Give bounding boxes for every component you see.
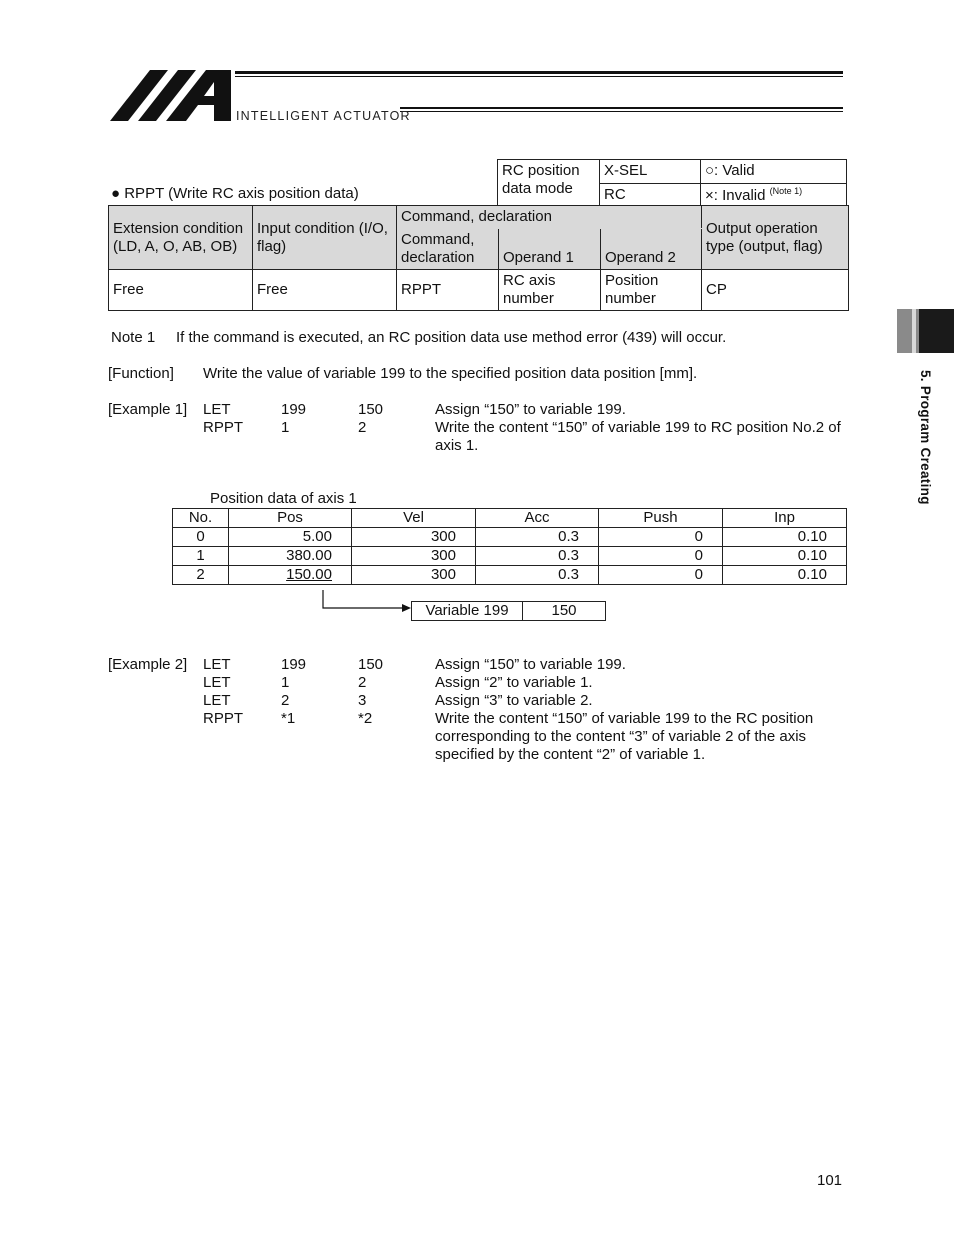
note1-text: If the command is executed, an RC position data use method error (439) will occur. <box>176 329 727 346</box>
header-operand-2: Operand 2 <box>601 229 702 270</box>
header-operand-1: Operand 1 <box>499 229 601 270</box>
ex2-line4-op2: *2 <box>358 710 373 727</box>
ex2-line4-op1: *1 <box>281 710 296 727</box>
pos-header-inp: Inp <box>723 509 847 528</box>
pos-cell-vel: 300 <box>352 547 476 566</box>
cell-extension: Free <box>109 270 253 311</box>
header-input-condition: Input condition (I/O, flag) <box>253 206 397 270</box>
ex1-line1-op2: 150 <box>358 401 384 418</box>
mode-status-invalid-cell <box>701 184 847 208</box>
chapter-label: 5. Program Creating <box>918 370 933 505</box>
command-title: ● RPPT (Write RC axis position data) <box>111 185 359 202</box>
pos-cell-no: 1 <box>173 547 229 566</box>
pos-cell-pos: 380.00 <box>229 547 352 566</box>
cell-input: Free <box>253 270 397 311</box>
ex2-line1-cmd: LET <box>203 656 231 673</box>
pos-cell-push: 0 <box>599 528 723 547</box>
ex2-line4-desc: Write the content “150” of variable 199 to the RC position corresponding to the content “3” of variable 2 of the axis specified by the content “2” of variable 1. <box>435 710 814 763</box>
pos-cell-push: 0 <box>599 547 723 566</box>
pos-value-updated: 150.00 <box>286 566 332 583</box>
cell-operand-2: Position number <box>601 270 702 311</box>
pos-cell-push: 0 <box>599 566 723 585</box>
pos-cell-inp: 0.10 <box>723 547 847 566</box>
position-data-table <box>172 508 847 585</box>
brand-name: INTELLIGENT ACTUATOR <box>236 109 411 123</box>
pos-cell-pos-highlight <box>229 566 352 585</box>
chapter-tab-dark <box>919 309 954 353</box>
pos-header-pos: Pos <box>229 509 352 528</box>
ex2-line2-op2: 2 <box>358 674 367 691</box>
company-logo <box>110 68 235 124</box>
header-rule-thin <box>235 76 843 77</box>
ex2-line3-desc: Assign “3” to variable 2. <box>435 692 593 709</box>
rc-position-mode-table <box>497 159 847 208</box>
arrow-connector <box>318 588 414 616</box>
header-command: Command, declaration <box>397 229 499 270</box>
ex1-line1-desc: Assign “150” to variable 199. <box>435 401 626 418</box>
command-table <box>108 205 849 311</box>
mode-status-invalid: ×: Invalid <box>705 187 766 204</box>
position-table-caption: Position data of axis 1 <box>210 490 357 507</box>
ex2-line2-desc: Assign “2” to variable 1. <box>435 674 593 691</box>
mode-status-valid: ○: Valid <box>701 160 847 184</box>
function-label: [Function] <box>108 365 174 382</box>
pos-cell-pos: 5.00 <box>229 528 352 547</box>
pos-header-no: No. <box>173 509 229 528</box>
pos-header-acc: Acc <box>476 509 599 528</box>
pos-cell-inp: 0.10 <box>723 566 847 585</box>
pos-cell-vel: 300 <box>352 528 476 547</box>
header-output-type: Output operation type (output, flag) <box>702 206 849 270</box>
ex2-line1-op2: 150 <box>358 656 384 673</box>
ex1-line2-desc: Write the content “150” of variable 199 to RC position No.2 of axis 1. <box>435 419 841 454</box>
ex2-line4-cmd: RPPT <box>203 710 244 727</box>
note-reference: (Note 1) <box>769 186 803 196</box>
ex1-line2-cmd: RPPT <box>203 419 244 436</box>
mode-controller-xsel: X-SEL <box>600 160 701 184</box>
mode-label: RC position data mode <box>498 160 600 208</box>
pos-cell-no: 0 <box>173 528 229 547</box>
chapter-tab-stripe <box>912 309 916 353</box>
ex2-line3-op1: 2 <box>281 692 290 709</box>
table-row <box>173 566 847 585</box>
pos-header-vel: Vel <box>352 509 476 528</box>
pos-cell-no: 2 <box>173 566 229 585</box>
pos-cell-acc: 0.3 <box>476 566 599 585</box>
variable-value: 150 <box>523 602 606 621</box>
pos-cell-acc: 0.3 <box>476 547 599 566</box>
cell-operand-1: RC axis number <box>499 270 601 311</box>
table-row <box>173 528 847 547</box>
page-number: 101 <box>817 1172 843 1189</box>
note1-label: Note 1 <box>111 329 156 346</box>
header-rule-lower-thick <box>400 107 843 109</box>
mode-controller-rc: RC <box>600 184 701 208</box>
cell-output: CP <box>702 270 849 311</box>
header-rule-thick <box>235 71 843 74</box>
ex2-line3-cmd: LET <box>203 692 231 709</box>
variable-box <box>411 601 606 621</box>
pos-cell-vel: 300 <box>352 566 476 585</box>
ex1-line2-op2: 2 <box>358 419 367 436</box>
pos-cell-acc: 0.3 <box>476 528 599 547</box>
header-rule-lower-thin <box>400 111 843 112</box>
ex2-line2-cmd: LET <box>203 674 231 691</box>
cell-command: RPPT <box>397 270 499 311</box>
ex1-line1-op1: 199 <box>281 401 307 418</box>
function-text: Write the value of variable 199 to the specified position data position [mm]. <box>203 365 698 382</box>
ex1-line2-op1: 1 <box>281 419 290 436</box>
example1-label: [Example 1] <box>108 401 188 418</box>
variable-label: Variable 199 <box>412 602 523 621</box>
ex2-line2-op1: 1 <box>281 674 290 691</box>
header-command-group: Command, declaration <box>397 206 702 229</box>
pos-cell-inp: 0.10 <box>723 528 847 547</box>
example2-label: [Example 2] <box>108 656 188 673</box>
pos-header-push: Push <box>599 509 723 528</box>
header-extension-condition: Extension condition (LD, A, O, AB, OB) <box>109 206 253 270</box>
ex2-line1-op1: 199 <box>281 656 307 673</box>
ex2-line1-desc: Assign “150” to variable 199. <box>435 656 626 673</box>
ex1-line1-cmd: LET <box>203 401 231 418</box>
table-row <box>173 547 847 566</box>
ex2-line3-op2: 3 <box>358 692 367 709</box>
